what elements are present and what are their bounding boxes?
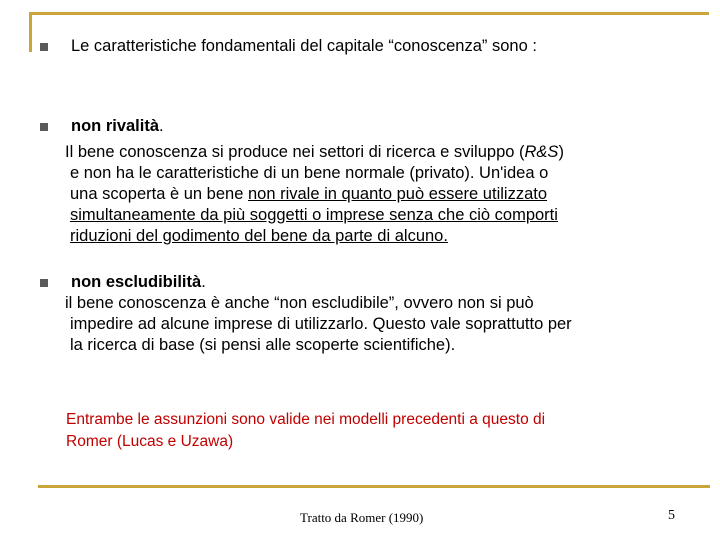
frame-bottom-rule [38,485,710,488]
bullet-square-icon [40,43,48,51]
heading-non-rivalita [71,116,164,137]
body-line [65,142,564,163]
heading-suffix: . [159,117,164,135]
body-line: e non ha le caratteristiche di un bene normale (privato). Un'idea o [70,164,549,182]
intro-text: Le caratteristiche fondamentali del capitale “conoscenza” sono : [71,37,537,55]
body-line [70,184,547,205]
frame-left-rule [29,12,32,52]
heading-text: non rivalità [71,117,160,135]
heading-non-escludibilita [71,272,206,293]
body-line: la ricerca di base (si pensi alle scoperte scientifiche). [70,336,456,354]
note-line: Entrambe le assunzioni sono valide nei modelli precedenti a questo di [66,411,546,428]
bullet-square-icon [40,279,48,287]
footer-source: Tratto da Romer (1990) [300,510,424,525]
bullet-square-icon [40,123,48,131]
underlined-text: riduzioni del godimento del bene da parte di alcuno. [70,227,448,245]
heading-text: non escludibilità [71,273,202,291]
page-number: 5 [668,508,675,523]
body-line: impedire ad alcune imprese di utilizzarlo. Questo vale soprattutto per [70,315,572,333]
underlined-text: simultaneamente da più soggetti o imprese senza che ciò comporti [70,206,558,224]
body-text: Il bene conoscenza si produce nei settori di ricerca e sviluppo ( [65,143,525,161]
body-line: il bene conoscenza è anche “non escludibile”, ovvero non si può [65,294,534,312]
body-line [70,226,448,247]
underlined-text: non rivale in quanto può essere utilizzato [247,185,548,203]
frame-top-rule [29,12,709,15]
body-emphasis: R&S [524,143,559,161]
body-text: ) [558,143,564,161]
note-line: Romer (Lucas e Uzawa) [66,433,234,450]
heading-suffix: . [201,273,206,291]
body-line [70,205,558,226]
body-text: una scoperta è un bene [70,185,248,203]
